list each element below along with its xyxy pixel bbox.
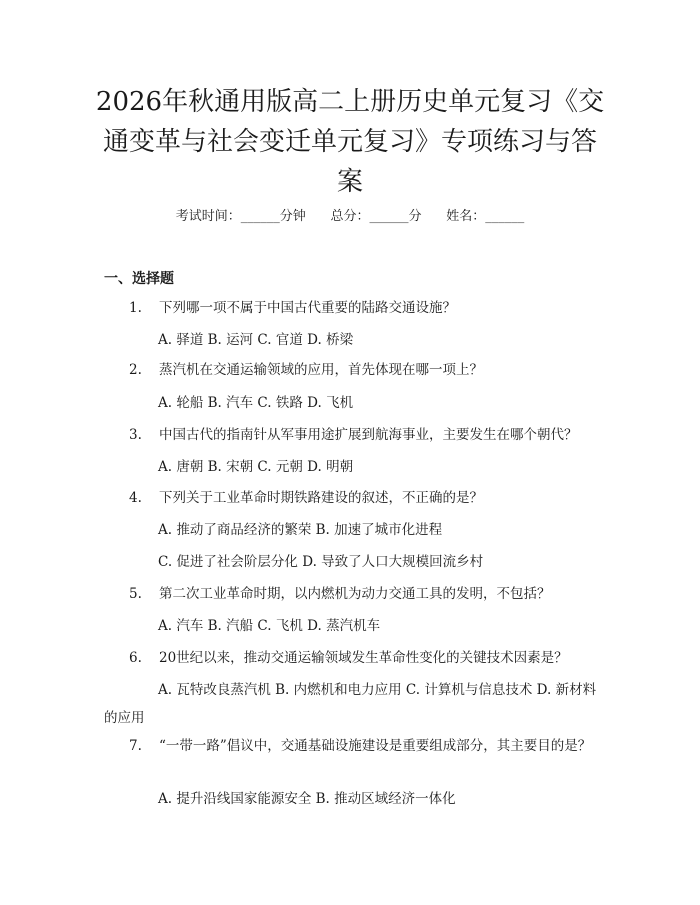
question-text: “一带一路”倡议中，交通基础设施建设是重要组成部分，其主要目的是？ (159, 738, 592, 754)
question-text: 20世纪以来，推动交通运输领域发生革命性变化的关键技术因素是？ (159, 650, 568, 666)
question-2-options: A. 轮船 B. 汽车 C. 铁路 D. 飞机 (158, 395, 354, 411)
question-4 (129, 484, 599, 512)
question-text: 中国古代的指南针从军事用途扩展到航海事业，主要发生在哪个朝代？ (159, 427, 578, 443)
question-3-options: A. 唐朝 B. 宋朝 C. 元朝 D. 明朝 (158, 459, 354, 475)
question-text: 蒸汽机在交通运输领域的应用，首先体现在哪一项上？ (159, 362, 483, 378)
exam-info-line: 考试时间：______分钟 总分：______分 姓名：______ (175, 209, 525, 224)
question-6 (129, 644, 599, 672)
question-number: 1. (129, 300, 142, 316)
question-number: 6. (129, 650, 142, 666)
question-6-options: A. 瓦特改良蒸汽机 B. 内燃机和电力应用 C. 计算机与信息技术 D. 新材料的应用 (104, 682, 597, 726)
question-number: 2. (129, 362, 142, 378)
question-2 (129, 356, 599, 384)
question-number: 3. (129, 427, 142, 443)
question-number: 7. (129, 738, 142, 754)
question-7 (104, 732, 600, 760)
question-text: 下列关于工业革命时期铁路建设的叙述，不正确的是？ (159, 490, 483, 506)
question-number: 5. (129, 586, 142, 602)
question-text: 第二次工业革命时期，以内燃机为动力交通工具的发明，不包括？ (159, 586, 551, 602)
document-title: 2026年秋通用版高二上册历史单元复习《交通变革与社会变迁单元复习》专项练习与答案 (95, 87, 605, 197)
question-1 (129, 294, 599, 322)
question-4-options-line-1: A. 推动了商品经济的繁荣 B. 加速了城市化进程 (158, 522, 443, 538)
question-1-options: A. 驿道 B. 运河 C. 官道 D. 桥梁 (158, 332, 354, 348)
question-5-options: A. 汽车 B. 汽船 C. 飞机 D. 蒸汽机车 (158, 618, 381, 634)
question-3 (129, 421, 599, 449)
section-heading: 一、选择题 (104, 271, 174, 287)
question-number: 4. (129, 490, 142, 506)
question-5 (129, 580, 599, 608)
question-7-options: A. 提升沿线国家能源安全 B. 推动区域经济一体化 (158, 791, 456, 807)
question-text: 下列哪一项不属于中国古代重要的陆路交通设施？ (159, 300, 456, 316)
question-4-options-line-2: C. 促进了社会阶层分化 D. 导致了人口大规模回流乡村 (158, 554, 484, 570)
